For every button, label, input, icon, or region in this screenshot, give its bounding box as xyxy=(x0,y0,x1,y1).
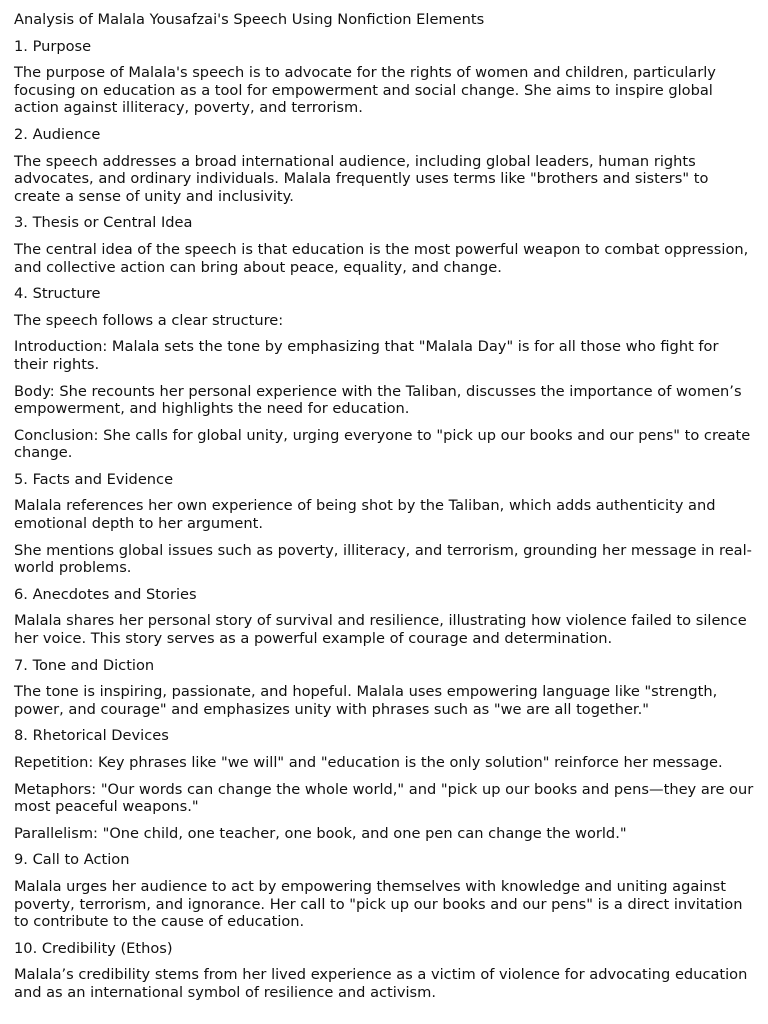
heading-anecdotes: 6. Anecdotes and Stories xyxy=(14,585,197,603)
paragraph-repetition: Repetition: Key phrases like "we will" and "education is the only solution" reinforce her message. xyxy=(14,754,723,771)
paragraph-parallelism: Parallelism: "One child, one teacher, one book, and one pen can change the world." xyxy=(14,824,627,842)
paragraph-structure-introduction: Introduction: Malala sets the tone by emphasizing that "Malala Day" is for all those who fight for their rights. xyxy=(14,338,719,373)
paragraph-structure-intro: The speech follows a clear structure: xyxy=(14,311,284,329)
heading-tone: 7. Tone and Diction xyxy=(14,656,155,674)
heading-credibility: 10. Credibility (Ethos) xyxy=(14,939,173,957)
heading-audience: 2. Audience xyxy=(14,125,101,143)
paragraph-facts-2: She mentions global issues such as poverty, illiteracy, and terrorism, grounding her message in real-world problems. xyxy=(14,541,752,577)
paragraph-credibility: Malala’s credibility stems from her lived experience as a victim of violence for advocating education and as an international symbol of resilience and activism. xyxy=(14,966,748,1001)
paragraph-audience: The speech addresses a broad international audience, including global leaders, human rights advocates, and ordinary individuals. Malala frequently uses terms like "brothers and sisters" to create a sense of unity and inclusivity. xyxy=(14,152,709,205)
heading-facts: 5. Facts and Evidence xyxy=(14,470,174,488)
heading-thesis: 3. Thesis or Central Idea xyxy=(14,214,193,232)
heading-rhetorical-devices: 8. Rhetorical Devices xyxy=(14,727,169,745)
paragraph-call-to-action: Malala urges her audience to act by empowering themselves with knowledge and uniting against poverty, terrorism, and ignorance. Her call to "pick up our books and our pens" is a direct invitation to contribute to the cause of education. xyxy=(14,877,743,931)
paragraph-structure-body: Body: She recounts her personal experience with the Taliban, discusses the importance of women’s empowerment, and highlights the need for education. xyxy=(14,382,742,418)
heading-structure: 4. Structure xyxy=(14,285,101,303)
heading-call-to-action: 9. Call to Action xyxy=(14,851,130,869)
paragraph-facts-1: Malala references her own experience of being shot by the Taliban, which adds authenticity and emotional depth to her argument. xyxy=(14,497,716,533)
paragraph-thesis: The central idea of the speech is that education is the most powerful weapon to combat oppression, and collective action can bring about peace, equality, and change. xyxy=(14,240,749,276)
document-title: Analysis of Malala Yousafzai's Speech Using Nonfiction Elements xyxy=(14,11,485,28)
paragraph-metaphors: Metaphors: "Our words can change the whole world," and "pick up our books and pens—they are our most peaceful weapons." xyxy=(14,780,754,816)
paragraph-anecdotes: Malala shares her personal story of survival and resilience, illustrating how violence failed to silence her voice. This story serves as a powerful example of courage and determination. xyxy=(14,612,747,648)
paragraph-structure-conclusion: Conclusion: She calls for global unity, urging everyone to "pick up our books and our pens" to create change. xyxy=(14,426,751,462)
paragraph-purpose: The purpose of Malala's speech is to advocate for the rights of women and children, particularly focusing on education as a tool for empowerment and social change. She aims to inspire global action against illiteracy, poverty, and terrorism. xyxy=(14,64,716,117)
paragraph-tone: The tone is inspiring, passionate, and hopeful. Malala uses empowering language like "strength, power, and courage" and emphasizes unity with phrases such as "we are all together." xyxy=(14,683,718,718)
heading-purpose: 1. Purpose xyxy=(14,37,92,55)
